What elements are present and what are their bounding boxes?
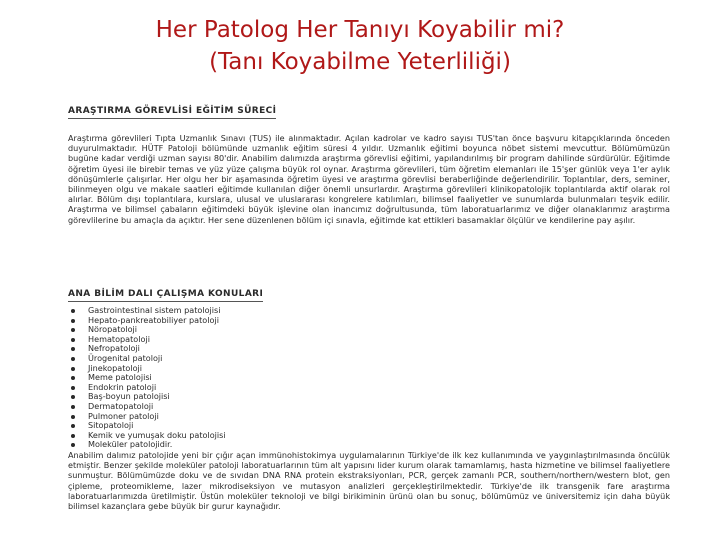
list-item: Ürogenital patoloji <box>68 354 670 364</box>
molecular-paragraph: Anabilim dalımız patolojide yeni bir çığır açan immünohistokimya uygulamalarının Türkiye'de ilk kez kullanımında ve yaygınlaştırılmasında öncülük etmiştir. Benzer şekilde moleküler patoloji laboratuarlarının tüm alt yapısını lider kurum olarak tamamlamış, hasta hizmetine ve bilimsel faaliyetlere sunmuştur. Bölümümüzde doku ve de sıvıdan DNA RNA protein ekstraksiyonları, PCR, gerçek zamanlı PCR, southern/northern/western blot, gen çipleme, proteomikleme, lazer mikrodiseksiyon ve mutasyon analizleri gerçekleştirilmektedir. Türkiye'de ilk transgenik fare araştırma laboratuarlarımızda üretilmiştir. Üstün moleküler teknoloji ve bilgi birikiminin ürünü olan bu sonuç, bölümümüz ve üniversitemiz için daha büyük bilimsel kazançlara gebe büyük bir gurur kaynağıdır. <box>68 449 670 511</box>
list-item: Kemik ve yumuşak doku patolojisi <box>68 431 670 441</box>
list-item: Gastrointestinal sistem patolojisi <box>68 306 670 316</box>
section-heading-training: ARAŞTIRMA GÖREVLİSİ EĞİTİM SÜRECİ <box>68 105 276 119</box>
list-item: Hematopatoloji <box>68 335 670 345</box>
title-line-2: (Tanı Koyabilme Yeterliliği) <box>209 49 511 75</box>
list-item: Endokrin patoloji <box>68 383 670 393</box>
list-item: Baş-boyun patolojisi <box>68 392 670 402</box>
training-paragraph: Araştırma görevlileri Tıpta Uzmanlık Sınavı (TUS) ile alınmaktadır. Açılan kadrolar ve kadro sayısı TUS'tan önce başvuru kitapçıklarında önceden duyurulmaktadır. HÜTF Patoloji bölümünde uzmanlık eğitim süresi 4 yıldır. Uzmanlık eğitimi boyunca nöbet sistemi mevcuttur. Bölümümüzün bugüne kadar verdiği uzman sayısı 80'dir. Anabilim dalımızda araştırma görevlisi eğitimi, yapılandırılmış bir program dahilinde sürdürülür. Eğitimde öğretim üyesi ile birebir temas ve yüz yüze çalışma büyük rol oynar. Araştırma görevlileri, tüm öğretim elemanları ile 15'şer günlük veya 1'er aylık dönüşümlerle çalışırlar. Her olgu her bir aşamasında öğretim üyesi ve araştırma görevlisi beraberliğinde değerlendirilir. Toplantılar, ders, seminer, bilinmeyen olgu ve makale saatleri eğitimde kullanılan diğer önemli unsurlardır. Araştırma görevlileri klinikopatolojik toplantılarda aktif olarak rol alırlar. Bölüm dışı toplantılara, kurslara, ulusal ve uluslararası kongrelere katılımları, bilimsel faaliyetler ve sunumlarda bulunmaları teşvik edilir. Araştırma ve bilimsel çabaların eğitimdeki büyük işlevine olan inancımız doğrultusunda, tüm laboratuarlarımız ve diğer olanaklarımız araştırma görevlilerine bu amaçla da açıktır. Her sene düzenlenen bölüm içi sınavla, eğitimde kat ettikleri basamaklar ölçülür ve kendilerine pay aşılır. <box>68 133 670 225</box>
topics-list <box>68 306 670 450</box>
scanned-document <box>68 98 670 522</box>
list-item: Moleküler patolojidir. <box>68 440 670 450</box>
title-line-1: Her Patolog Her Tanıyı Koyabilir mi? <box>155 17 565 43</box>
list-item: Hepato-pankreatobiliyer patoloji <box>68 316 670 326</box>
list-item: Nöropatoloji <box>68 325 670 335</box>
list-item: Jinekopatoloji <box>68 364 670 374</box>
list-item: Meme patolojisi <box>68 373 670 383</box>
section-heading-topics: ANA BİLİM DALI ÇALIŞMA KONULARI <box>68 288 263 302</box>
list-item: Sitopatoloji <box>68 421 670 431</box>
list-item: Nefropatoloji <box>68 344 670 354</box>
list-item: Dermatopatoloji <box>68 402 670 412</box>
list-item: Pulmoner patoloji <box>68 412 670 422</box>
slide-title <box>0 14 720 78</box>
